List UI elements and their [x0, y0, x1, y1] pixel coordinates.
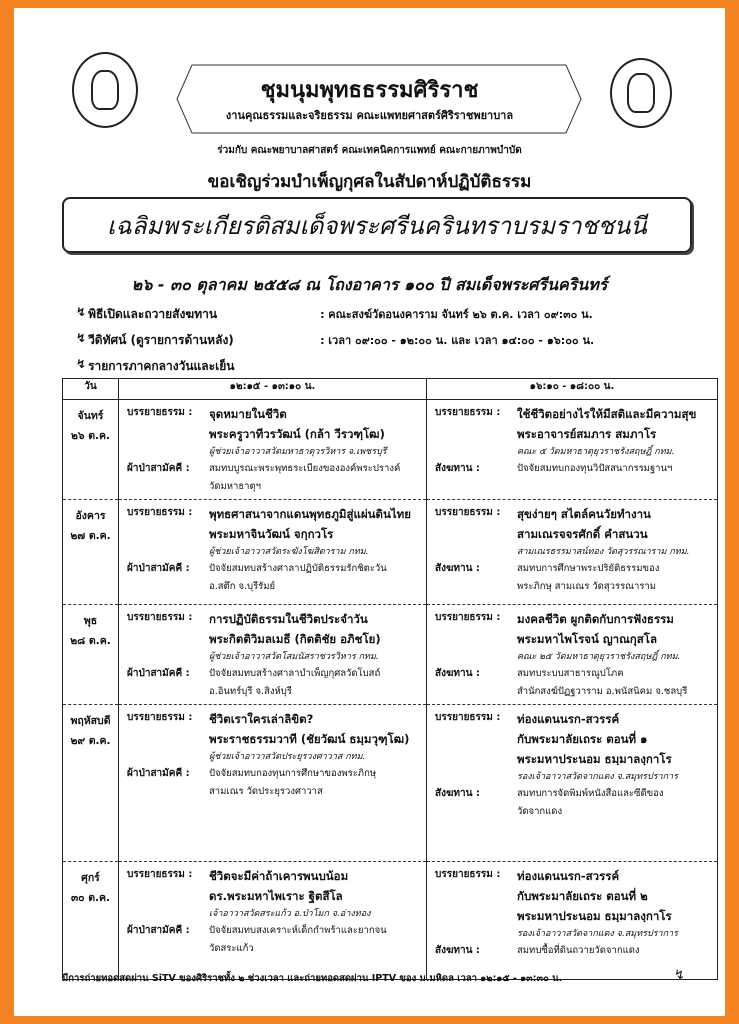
- donation-label: สังฆทาน :: [435, 463, 480, 474]
- table-row: [63, 400, 718, 500]
- lecture-line: พระกิตติวิมลเมธี (กิตติชัย อภิชโย): [209, 632, 381, 646]
- arrow-icon: ↯: [674, 968, 685, 983]
- donation-purpose: ปัจจัยสมทบสร้างศาลาปฏิบัติธรรมรักชิตะวัน: [209, 563, 387, 574]
- lecture-line: พระครูวาทีวรวัฒน์ (กล้า วีรวฑฺโฒ): [209, 427, 385, 441]
- midday-session: [119, 500, 427, 605]
- lecture-line: พระมหาประนอม ธมฺมาลงฺกาโร: [517, 752, 672, 766]
- donation-purpose: สมทบบูรณะพระพุทธระเบียงขององค์พระปรางค์: [209, 463, 401, 474]
- lecture-topic: การปฏิบัติธรรมในชีวิตประจำวัน: [209, 612, 368, 626]
- info-label: รายการภาคกลางวันและเย็น: [88, 359, 235, 373]
- lecture-label: บรรยายธรรม :: [435, 712, 501, 723]
- lecture-label: บรรยายธรรม :: [435, 869, 501, 880]
- midday-session: [119, 705, 427, 862]
- donation-purpose: วัดสระแก้ว: [209, 943, 254, 954]
- donation-label: ผ้าป่าสามัคคี :: [127, 463, 190, 474]
- speaker-role: ผู้ช่วยเจ้าอาวาสวัดระฆังโฆสิตาราม กทม.: [209, 547, 369, 557]
- lecture-label: บรรยายธรรม :: [127, 407, 193, 418]
- table-row: [63, 862, 718, 980]
- donation-purpose: วัดจากแดง: [517, 806, 563, 817]
- lecture-label: บรรยายธรรม :: [127, 712, 193, 723]
- donation-purpose: สมทบซื้อที่ดินถวายวัดจากแดง: [517, 945, 640, 956]
- speaker-role: คณะ ๕ วัดมหาธาตุยุวราชรังสฤษฎิ์ กทม.: [517, 447, 675, 457]
- day-cell: [63, 400, 119, 500]
- donation-purpose: อ.สตึก จ.บุรีรัมย์: [209, 581, 276, 592]
- day-cell: [63, 605, 119, 705]
- donation-purpose: ปัจจัยสมทบสร้างศาลาบำเพ็ญกุศลวัดโบสถ์: [209, 668, 381, 679]
- midday-session: [119, 605, 427, 705]
- lecture-topic: ชีวิตเราใครเล่าลิขิต?: [209, 712, 314, 726]
- info-value: : คณะสงฆ์วัดอนงคาราม จันทร์ ๒๖ ต.ค. เวลา ๐๙:๓๐ น.: [320, 308, 593, 321]
- lecture-line: พระมหาประนอม ธมฺมาลงฺกาโร: [517, 909, 672, 923]
- speaker-role: ผู้ช่วยเจ้าอาวาสวัดโสมนัสราชวรวิหาร กทม.: [209, 652, 379, 662]
- speaker-role: คณะ ๒๕ วัดมหาธาตุยุวราชรังสฤษฎิ์ กทม.: [517, 652, 681, 662]
- lecture-topic: มงคลชีวิต ผูกติดกับการฟังธรรม: [517, 612, 674, 626]
- day-name: พุธ: [83, 615, 98, 627]
- speaker-role: สามเณรธรรมาสน์ทอง วัดสุวรรณาราม กทม.: [517, 547, 690, 557]
- donation-label: ผ้าป่าสามัคคี :: [127, 668, 190, 679]
- donation-purpose: พระภิกษุ สามเณร วัดสุวรรณาราม: [517, 581, 657, 592]
- lecture-topic: ท่องแดนนรก-สวรรค์: [517, 869, 620, 883]
- donation-label: ผ้าป่าสามัคคี :: [127, 925, 190, 936]
- info-value: : เวลา ๐๙:๐๐ - ๑๒:๐๐ น. และ เวลา ๑๔:๐๐ - ๑๖:๐๐ น.: [320, 334, 595, 347]
- schedule-table: [62, 378, 718, 980]
- info-program: [76, 357, 320, 376]
- poster: [14, 8, 725, 1016]
- lecture-topic: ใช้ชีวิตอย่างไรให้มีสติและมีความสุข: [517, 407, 697, 421]
- lecture-label: บรรยายธรรม :: [127, 612, 193, 623]
- org-title: ชุมนุมพุทธธรรมศิริราช: [260, 78, 479, 103]
- donation-purpose: สมทบระบบสาธารณูปโภค: [517, 668, 624, 679]
- lecture-line: พระอาจารย์สมภาร สมภาโร: [517, 427, 657, 441]
- lecture-topic: ชีวิตจะมีค่าถ้าเคารพนบน้อม: [209, 869, 349, 883]
- lecture-line: กับพระมาลัยเถระ ตอนที่ ๒: [517, 889, 648, 903]
- evening-session: [427, 705, 718, 862]
- lecture-line: สามเณรจจรศักดิ์ คำสนวน: [517, 527, 648, 541]
- donation-purpose: ปัจจัยสมทบสงเคราะห์เด็กกำพร้าและยากจน: [209, 925, 387, 936]
- lecture-topic: ท่องแดนนรก-สวรรค์: [517, 712, 620, 726]
- donation-label: สังฆทาน :: [435, 788, 480, 799]
- arrow-icon: ↯: [76, 305, 87, 319]
- day-cell: [63, 862, 119, 980]
- arrow-icon: ↯: [76, 331, 87, 345]
- table-row: [63, 605, 718, 705]
- donation-purpose: อ.อินทร์บุรี จ.สิงห์บุรี: [209, 686, 292, 697]
- header-day: วัน: [63, 379, 119, 400]
- midday-session: [119, 862, 427, 980]
- speaker-role: ผู้ช่วยเจ้าอาวาสวัดประยุรวงศาวาส กทม.: [209, 752, 366, 762]
- partners: ร่วมกับ คณะพยาบาลศาสตร์ คณะเทคนิคการแพทย์ คณะกายภาพบำบัด: [217, 145, 522, 156]
- day-cell: [63, 500, 119, 605]
- lecture-label: บรรยายธรรม :: [435, 407, 501, 418]
- info-label: พิธีเปิดและถวายสังฆทาน: [88, 307, 218, 321]
- donation-label: สังฆทาน :: [435, 563, 480, 574]
- donation-purpose: สมทบการศึกษาพระปริยัติธรรมของ: [517, 563, 660, 574]
- lecture-topic: พุทธศาสนาจากแดนพุทธภูมิสู่แผ่นดินไทย: [209, 507, 411, 521]
- lecture-label: บรรยายธรรม :: [127, 869, 193, 880]
- header-midday: ๑๒:๑๕ - ๑๓:๑๐ น.: [119, 379, 427, 400]
- invitation: ขอเชิญร่วมบำเพ็ญกุศลในสัปดาห์ปฏิบัติธรรม: [207, 172, 532, 192]
- evening-session: [427, 862, 718, 980]
- day-date: ๓๐ ต.ค.: [70, 892, 111, 904]
- speaker-role: ผู้ช่วยเจ้าอาวาสวัดมหาธาตุวรวิหาร จ.เพชรบุรี: [209, 447, 387, 457]
- speaker-role: เจ้าอาวาสวัดสระแก้ว อ.ป่าโมก จ.อ่างทอง: [209, 909, 371, 919]
- donation-purpose: ปัจจัยสมทบกองทุนการศึกษาของพระภิกษุ: [209, 768, 377, 779]
- event-banner: เฉลิมพระเกียรติสมเด็จพระศรีนครินทราบรมราชชนนี: [62, 197, 692, 253]
- lecture-label: บรรยายธรรม :: [435, 507, 501, 518]
- donation-label: สังฆทาน :: [435, 945, 480, 956]
- day-date: ๒๘ ต.ค.: [70, 635, 111, 647]
- donation-purpose: สามเณร วัดประยุรวงศาวาส: [209, 786, 323, 797]
- table-row: [63, 500, 718, 605]
- day-date: ๒๙ ต.ค.: [70, 735, 111, 747]
- lecture-topic: จุดหมายในชีวิต: [209, 407, 287, 421]
- arrow-icon: ↯: [76, 357, 87, 371]
- evening-session: [427, 605, 718, 705]
- donation-purpose: ปัจจัยสมทบกองทุนวิปัสสนากรรมฐานฯ: [517, 463, 673, 474]
- day-date: ๒๖ ต.ค.: [70, 430, 111, 442]
- day-date: ๒๗ ต.ค.: [70, 530, 111, 542]
- day-name: จันทร์: [77, 410, 104, 422]
- info-label: วีดิทัศน์ (ดูรายการด้านหลัง): [88, 333, 234, 347]
- table-row: [63, 705, 718, 862]
- day-name: พฤหัสบดี: [70, 715, 111, 727]
- evening-session: [427, 500, 718, 605]
- donation-label: ผ้าป่าสามัคคี :: [127, 563, 190, 574]
- lecture-label: บรรยายธรรม :: [435, 612, 501, 623]
- day-cell: [63, 705, 119, 862]
- lecture-line: กับพระมาลัยเถระ ตอนที่ ๑: [517, 732, 648, 746]
- info-video: [76, 331, 594, 350]
- info-opening: [76, 305, 593, 324]
- lecture-label: บรรยายธรรม :: [127, 507, 193, 518]
- lecture-line: พระมหาไพโรจน์ ญาณกุสโล: [517, 632, 658, 646]
- org-subtitle: งานคุณธรรมและจริยธรรม คณะแพทยศาสตร์ศิริราชพยาบาล: [225, 109, 514, 122]
- evening-session: [427, 400, 718, 500]
- lecture-line: ดร.พระมหาไพเราะ ฐิตสีโล: [209, 889, 343, 903]
- donation-label: ผ้าป่าสามัคคี :: [127, 768, 190, 779]
- day-name: อังคาร: [75, 510, 106, 522]
- donation-label: สังฆทาน :: [435, 668, 480, 679]
- donation-purpose: สมทบการจัดพิมพ์หนังสือและซีดีของ: [517, 788, 664, 799]
- speaker-role: รองเจ้าอาวาสวัดจากแดง จ.สมุทรปราการ: [517, 929, 678, 939]
- speaker-role: รองเจ้าอาวาสวัดจากแดง จ.สมุทรปราการ: [517, 772, 678, 782]
- lecture-topic: สุขง่ายๆ สไตล์คนวัยทำงาน: [517, 507, 651, 521]
- donation-purpose: สำนักสงฆ์ปัฏฐวาราม อ.พนัสนิคม จ.ชลบุรี: [517, 686, 688, 697]
- broadcast-note: มีการถ่ายทอดสดผ่าน SiTV ของศิริราชทั้ง ๒ ช่วงเวลา และถ่ายทอดสดผ่าน IPTV ของ ม.มหิดล เวลา ๑๒:๑๕ - ๑๓:๓๐ น.: [62, 973, 563, 984]
- lecture-line: พระมหาจินวัฒน์ จกฺกวโร: [209, 527, 334, 541]
- donation-purpose: วัดมหาธาตุฯ: [209, 481, 261, 492]
- midday-session: [119, 400, 427, 500]
- header-evening: ๑๖:๑๐ - ๑๘:๐๐ น.: [427, 379, 718, 400]
- event-dateline: ๒๖ - ๓๐ ตุลาคม ๒๕๕๘ ณ โถงอาคาร ๑๐๐ ปี สมเด็จพระศรีนครินทร์: [131, 275, 608, 294]
- lecture-line: พระราชธรรมวาที (ชัยวัฒน์ ธมฺมวุฑฺโฒ): [209, 732, 410, 746]
- day-name: ศุกร์: [81, 872, 100, 884]
